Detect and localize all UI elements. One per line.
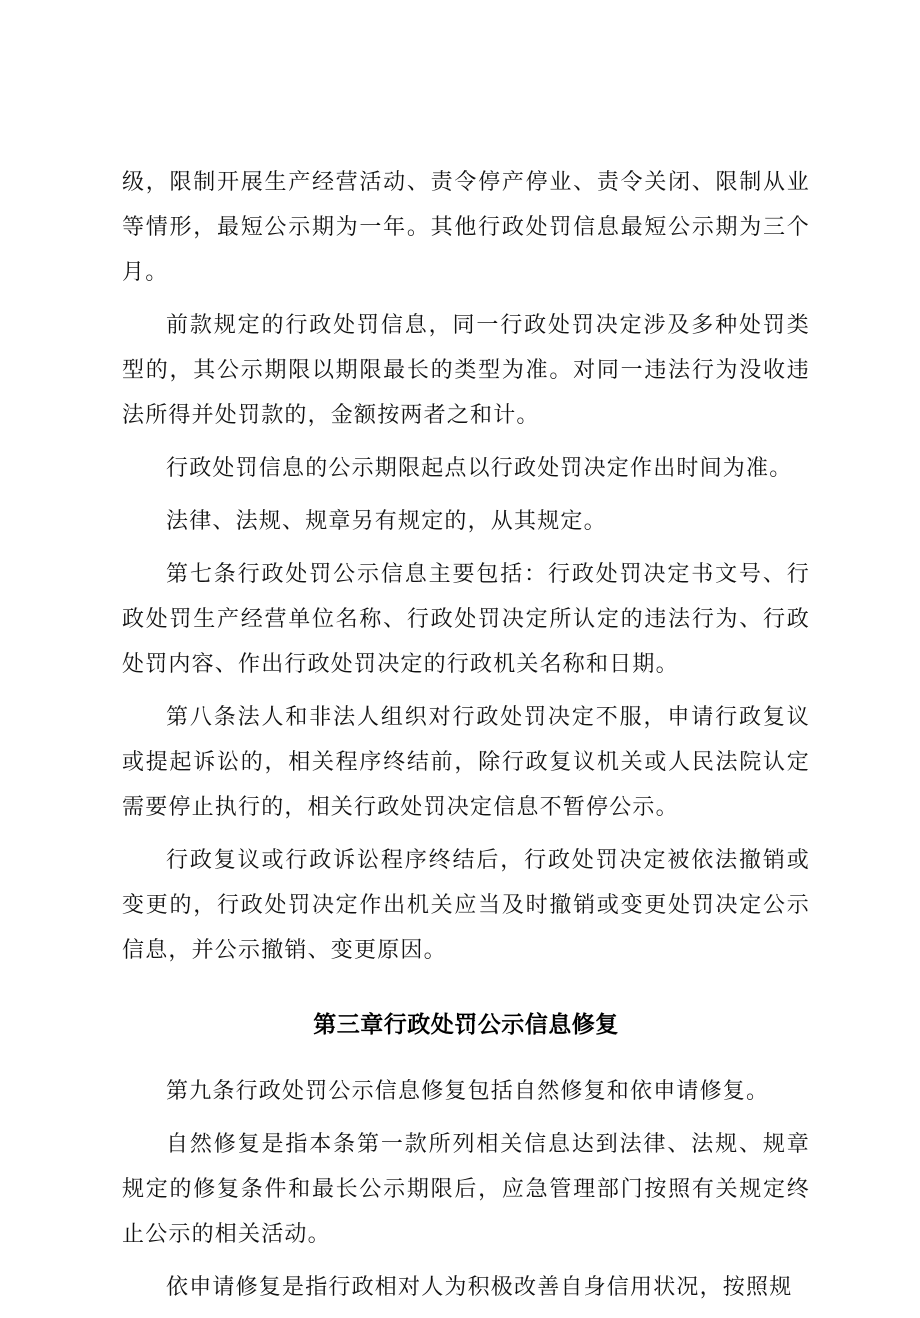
paragraph-article-8: 第八条法人和非法人组织对行政处罚决定不服，申请行政复议或提起诉讼的，相关程序终结前，除行政复议机关或人民法院认定需要停止执行的，相关行政处罚决定信息不暂停公示。 (122, 705, 810, 820)
paragraph-publicity-type: 前款规定的行政处罚信息，同一行政处罚决定涉及多种处罚类型的，其公示期限以期限最长的类型为准。对同一违法行为没收违法所得并处罚款的，金额按两者之和计。 (122, 313, 810, 428)
document-body (122, 160, 810, 1318)
chapter-heading: 第三章行政处罚公示信息修复 (313, 1012, 619, 1038)
paragraph-other-provisions: 法律、法规、规章另有规定的，从其规定。 (166, 509, 607, 534)
paragraph-continuation: 级，限制开展生产经营活动、责令停产停业、责令关闭、限制从业等情形，最短公示期为一年。其他行政处罚信息最短公示期为三个月。 (122, 170, 810, 285)
paragraph-application-repair: 依申请修复是指行政相对人为积极改善自身信用状况，按照规 (166, 1275, 793, 1300)
paragraph-natural-repair: 自然修复是指本条第一款所列相关信息达到法律、法规、规章规定的修复条件和最长公示期限后，应急管理部门按照有关规定终止公示的相关活动。 (122, 1132, 810, 1247)
paragraph-article-7: 第七条行政处罚公示信息主要包括：行政处罚决定书文号、行政处罚生产经营单位名称、行政处罚决定所认定的违法行为、行政处罚内容、作出行政处罚决定的行政机关名称和日期。 (122, 562, 810, 677)
paragraph-revocation: 行政复议或行政诉讼程序终结后，行政处罚决定被依法撤销或变更的，行政处罚决定作出机关应当及时撤销或变更处罚决定公示信息，并公示撤销、变更原因。 (122, 848, 810, 963)
paragraph-publicity-start: 行政处罚信息的公示期限起点以行政处罚决定作出时间为准。 (166, 456, 793, 481)
paragraph-article-9: 第九条行政处罚公示信息修复包括自然修复和依申请修复。 (166, 1079, 770, 1104)
